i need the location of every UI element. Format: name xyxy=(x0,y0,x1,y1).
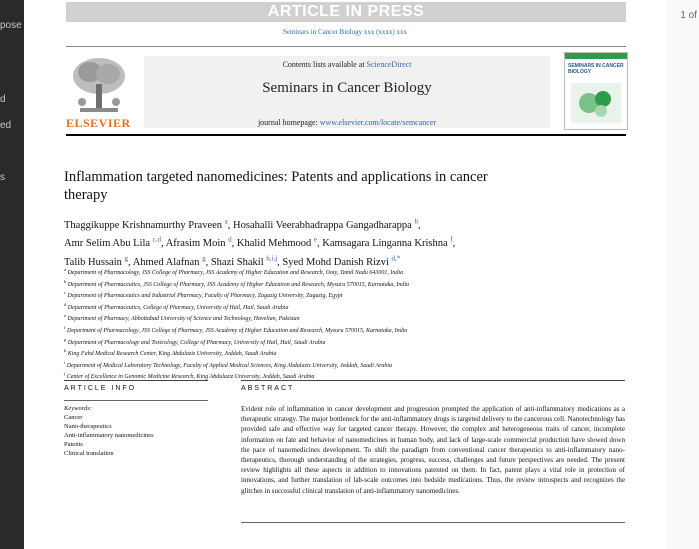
affiliation-key: b xyxy=(64,278,67,284)
author-separator: , xyxy=(231,238,237,249)
author-separator: , xyxy=(128,256,133,268)
affiliation-key: e xyxy=(64,313,66,319)
publisher-name: ELSEVIER xyxy=(66,116,131,130)
affiliation-key: c xyxy=(64,290,66,296)
affiliation-text: Department of Pharmacology, JSS College of Pharmacy, JSS Academy of Higher Education and Research, Mysuru 570015, Karnataka, India xyxy=(67,327,408,334)
affiliation xyxy=(64,359,624,371)
affiliation xyxy=(64,324,624,336)
author-separator: , xyxy=(205,256,211,268)
affiliation-key: i xyxy=(64,359,66,365)
keyword: Patents xyxy=(64,441,83,448)
header-rule-thick xyxy=(66,134,626,136)
elsevier-logo xyxy=(66,56,130,130)
homepage-line xyxy=(144,118,550,127)
journal-title: Seminars in Cancer Biology xyxy=(262,80,432,96)
journal-header-box xyxy=(144,56,550,128)
affiliation-text: Department of Pharmacology, JSS College of Pharmacy, JSS Academy of Higher Education and Research, Ooty, Tamil Nadu 643001, India xyxy=(67,270,404,276)
author-separator: , xyxy=(227,219,234,231)
affiliation-key: d xyxy=(64,301,67,307)
author-affiliation-link[interactable]: b xyxy=(414,217,418,225)
journal-homepage-link[interactable]: www.elsevier.com/locate/semcancer xyxy=(319,118,437,127)
pdf-page xyxy=(24,0,666,549)
affiliation-text: Department of Pharmaceutics, JSS College of Pharmacy, JSS Academy of Higher Education and Research, Mysuru 570015, Karnataka, India xyxy=(67,281,410,288)
affiliation-list xyxy=(64,266,624,382)
author-affiliation-link[interactable]: e xyxy=(313,235,317,244)
author-name: Afrasim Moin xyxy=(165,238,226,249)
contents-line xyxy=(144,60,550,69)
author-name: Amr Selim Abu Lila xyxy=(64,238,151,249)
article-title: Inflammation targeted nanomedicines: Patents and applications in cancer therapy xyxy=(64,169,488,203)
journal-cover-thumbnail[interactable] xyxy=(564,52,628,130)
author xyxy=(64,235,166,249)
affiliation-text: King Fahd Medical Research Center, King Abdulaziz University, Jeddah, Saudi Arabia xyxy=(67,351,277,358)
article-info-heading: ARTICLE INFO xyxy=(64,385,137,392)
abstract-heading: ABSTRACT xyxy=(241,385,295,392)
keywords-label: Keywords: xyxy=(64,405,92,412)
affiliation-text: Department of Pharmacy, Abbottabad University of Science and Technology, Havelian, Pakistan xyxy=(67,316,300,323)
author-separator: , xyxy=(417,219,421,231)
affiliation xyxy=(64,266,624,278)
contents-prefix: Contents lists available at xyxy=(282,60,367,69)
author xyxy=(64,217,234,231)
abstract-text: Evident role of inflammation in cancer development and progression prompted the application of anti-inflammatory medications as a therapeutic strategy. The major bottleneck for the anti-inflammatory drugs is targeted delivery to the cancerous cell. Nanotechnology has provided safe and effective way for targeted cancer therapy. However, the complex and heterogeneous traits of cancer, incomplete information on fate and behavior of nanomedicines in human body, and lack of large-scale commercial production have slowed down the pace of nanomedicines development. To shift the paradigm from conventional cancer therapeutics to anti-inflammatory nano-therapeutics, thorough understanding of the strategies, progress, success, challenges and future perspectives are needed. The present review highlights all these aspects in addition to innovations patented on them. In fact, patent plays a vital role in protection of innovations, and further translation of lab-scale outcomes into bedside medications. Thus, the review introspects and recognizes the glitches in successful clinical translation of anti-inflammatory nanomedicines. xyxy=(241,405,625,495)
author-name: Syed Mohd Danish Rizvi xyxy=(282,256,389,268)
side-panel-overlay xyxy=(0,0,24,549)
affiliation xyxy=(64,289,624,301)
author-separator: , xyxy=(316,238,323,249)
affiliation-key: a xyxy=(64,267,66,272)
affiliation-key: g xyxy=(64,336,67,342)
article-info-rule xyxy=(64,380,208,381)
author-name: Shazi Shakil xyxy=(210,256,264,268)
author-affiliation-link[interactable]: c,d xyxy=(152,235,162,244)
author-name: Ahmed Alafnan xyxy=(132,256,200,268)
viewer-side-toolbar xyxy=(665,0,699,549)
keyword: Cancer xyxy=(64,414,83,421)
article-in-press-banner: ARTICLE IN PRESS xyxy=(66,2,626,22)
abstract-rule xyxy=(241,380,625,381)
author-name: Talib Hussain xyxy=(64,256,122,268)
author-separator: , xyxy=(452,238,456,249)
author-name: Hosahalli Veerabhadrappa Gangadharappa xyxy=(233,219,412,231)
journal-citation-link[interactable]: Seminars in Cancer Biology xxx (xxxx) xxx xyxy=(282,28,408,36)
cover-art-image xyxy=(571,83,621,123)
author-list xyxy=(64,214,604,270)
header-rule xyxy=(66,46,626,47)
affiliation-key: f xyxy=(64,324,66,330)
side-panel-text: s xyxy=(0,172,5,183)
abstract-end-rule xyxy=(241,522,625,523)
elsevier-tree-icon xyxy=(70,56,128,114)
affiliation xyxy=(64,301,624,313)
keywords-rule xyxy=(64,400,208,401)
keyword: Anti-inflammatory nanomedicines xyxy=(64,432,154,439)
author xyxy=(233,217,421,231)
affiliation-text: Department of Medical Laboratory Technology, Faculty of Applied Medical Sciences, King Abdulaziz University, Jeddah, Saudi Arabia xyxy=(66,362,393,369)
affiliation-text: Department of Pharmaceutics, College of Pharmacy, University of Hail, Hail, Saudi Arabia xyxy=(67,304,289,311)
author-separator: , xyxy=(277,256,283,268)
author-affiliation-link[interactable]: a xyxy=(224,217,228,225)
author-affiliation-link[interactable]: g xyxy=(202,254,206,262)
keywords-block xyxy=(64,404,214,458)
affiliation xyxy=(64,347,624,359)
affiliation xyxy=(64,312,624,324)
author-affiliation-link[interactable]: f xyxy=(450,235,453,244)
affiliation-text: Center of Excellence in Genomic Medicine Research, King Abdulaziz University, Jeddah, Saudi Arabia xyxy=(66,374,315,381)
homepage-prefix: journal homepage: xyxy=(257,118,320,127)
author xyxy=(165,235,237,249)
author-name: Thaggikuppe Krishnamurthy Praveen xyxy=(64,219,223,231)
author xyxy=(322,235,456,249)
affiliation-text: Department of Pharmaceutics and Industrial Pharmacy, Faculty of Pharmacy, Zagazig University, Zagazig, Egypt xyxy=(67,293,343,300)
author-affiliation-link[interactable]: h,i,j xyxy=(266,254,278,262)
cover-title: SEMINARS IN CANCER BIOLOGY xyxy=(568,63,624,75)
side-panel-text: d xyxy=(0,94,6,105)
author-name: Khalid Mehmood xyxy=(236,238,312,249)
keyword: Clinical translation xyxy=(64,450,114,457)
side-panel-text: ed xyxy=(0,120,12,131)
affiliation-key: j xyxy=(64,371,66,377)
side-panel-text: pose xyxy=(0,20,22,31)
author-separator: , xyxy=(161,238,166,249)
affiliation-text: Department of Pharmacology and Toxicology, College of Pharmacy, University of Hail, Hail, Saudi Arabia xyxy=(67,339,326,346)
sciencedirect-link[interactable]: ScienceDirect xyxy=(366,60,412,69)
author-affiliation-link[interactable]: g xyxy=(124,254,129,262)
affiliation-key: h xyxy=(64,348,67,354)
keyword: Nano-therapeutics xyxy=(64,423,112,430)
affiliation xyxy=(64,336,624,348)
author xyxy=(236,235,323,249)
author-name: Kamsagara Linganna Krishna xyxy=(322,238,448,249)
page-indicator: 1 of xyxy=(680,10,697,21)
cover-band xyxy=(565,53,627,59)
author-affiliation-link[interactable]: d xyxy=(228,235,232,244)
author-affiliation-link[interactable]: d,* xyxy=(391,254,401,262)
affiliation xyxy=(64,278,624,290)
